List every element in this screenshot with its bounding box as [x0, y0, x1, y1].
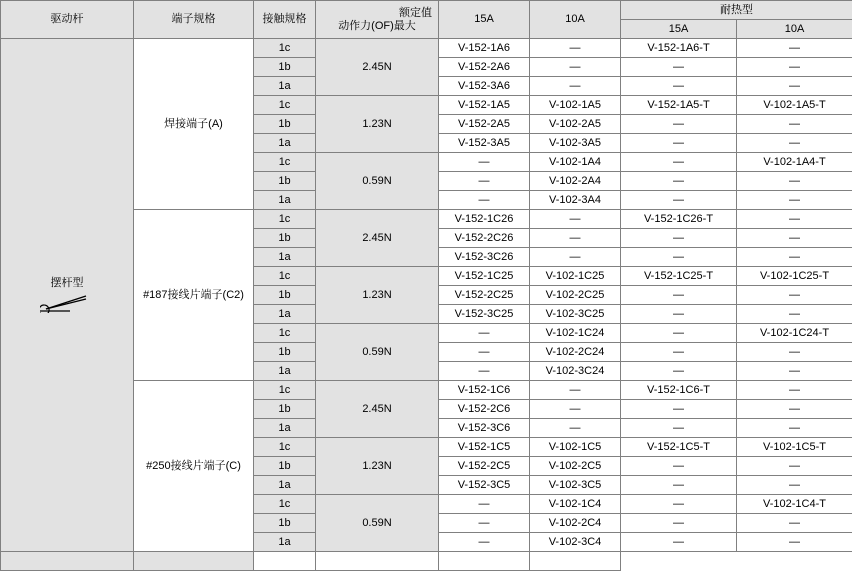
- operating-force-cell: 2.45N: [316, 39, 439, 96]
- model-heat-10a-cell: —: [737, 77, 852, 96]
- contact-spec-cell: 1b: [254, 400, 316, 419]
- model-10a-cell: —: [530, 381, 621, 400]
- model-heat-10a-cell: —: [737, 362, 852, 381]
- model-heat-10a-cell: —: [737, 286, 852, 305]
- model-10a-cell: V-102-2A4: [530, 172, 621, 191]
- contact-spec-cell: 1b: [254, 115, 316, 134]
- model-heat-15a-cell: —: [621, 172, 737, 191]
- model-10a-cell: V-102-1A4: [530, 153, 621, 172]
- table-body: [1, 39, 852, 571]
- model-heat-15a-cell: —: [621, 495, 737, 514]
- model-heat-10a-cell: —: [737, 248, 852, 267]
- model-15a-cell: —: [439, 343, 530, 362]
- model-15a-cell: V-152-1C26: [439, 210, 530, 229]
- model-heat-10a-cell: —: [737, 305, 852, 324]
- model-15a-cell: V-152-2C5: [439, 457, 530, 476]
- model-15a-cell: V-152-1C25: [439, 267, 530, 286]
- model-10a-cell: —: [530, 419, 621, 438]
- contact-spec-cell: 1c: [254, 381, 316, 400]
- model-15a-cell: —: [439, 514, 530, 533]
- model-15a-cell: V-152-3C6: [439, 419, 530, 438]
- model-heat-15a-cell: V-152-1C5-T: [621, 438, 737, 457]
- model-heat-10a-cell: —: [737, 134, 852, 153]
- model-15a-cell: V-152-1A6: [439, 39, 530, 58]
- model-10a-cell: —: [530, 77, 621, 96]
- actuator-cell: [1, 39, 134, 552]
- model-heat-10a-cell: —: [737, 400, 852, 419]
- header-of-line1: 额定值: [316, 7, 438, 20]
- operating-force-cell: 1.23N: [316, 438, 439, 495]
- operating-force-cell: 0.59N: [316, 324, 439, 381]
- model-heat-15a-cell: —: [621, 134, 737, 153]
- model-10a-cell: V-102-3C5: [530, 476, 621, 495]
- contact-spec-cell: 1c: [254, 153, 316, 172]
- table-row-partial: [1, 552, 852, 571]
- model-10a-cell: V-102-3A5: [530, 134, 621, 153]
- model-10a-cell: —: [530, 400, 621, 419]
- model-heat-15a-cell: —: [621, 191, 737, 210]
- operating-force-cell: 0.59N: [316, 495, 439, 552]
- model-heat-10a-cell: —: [737, 457, 852, 476]
- operating-force-cell: 1.23N: [316, 96, 439, 153]
- model-heat-15a-cell: —: [621, 286, 737, 305]
- model-10a-cell: [316, 552, 439, 571]
- contact-spec-cell: 1b: [254, 229, 316, 248]
- header-contact: 接触规格: [254, 1, 316, 39]
- contact-spec-cell: 1b: [254, 457, 316, 476]
- operating-force-cell: 2.45N: [316, 381, 439, 438]
- model-10a-cell: —: [530, 58, 621, 77]
- model-10a-cell: —: [530, 210, 621, 229]
- table-header-row-1: [1, 1, 852, 20]
- model-heat-15a-cell: —: [621, 419, 737, 438]
- model-15a-cell: V-152-2A6: [439, 58, 530, 77]
- header-10a: 10A: [530, 1, 621, 39]
- model-10a-cell: V-102-3C24: [530, 362, 621, 381]
- model-15a-cell: V-152-2C25: [439, 286, 530, 305]
- model-15a-cell: V-152-1A5: [439, 96, 530, 115]
- contact-spec-cell: 1b: [254, 514, 316, 533]
- model-heat-10a-cell: —: [737, 419, 852, 438]
- model-heat-10a-cell: V-102-1A5-T: [737, 96, 852, 115]
- model-heat-10a-cell: —: [737, 533, 852, 552]
- model-heat-15a-cell: —: [621, 400, 737, 419]
- header-terminal: 端子规格: [134, 1, 254, 39]
- contact-spec-cell: 1c: [254, 267, 316, 286]
- model-10a-cell: V-102-1A5: [530, 96, 621, 115]
- model-10a-cell: V-102-1C25: [530, 267, 621, 286]
- model-heat-10a-cell: —: [737, 210, 852, 229]
- operating-force-cell: 0.59N: [316, 153, 439, 210]
- model-heat-10a-cell: —: [737, 476, 852, 495]
- model-heat-10a-cell: —: [737, 514, 852, 533]
- model-10a-cell: V-102-3C4: [530, 533, 621, 552]
- terminal-cell: #250接线片端子(C): [134, 381, 254, 552]
- model-heat-10a-cell: —: [737, 115, 852, 134]
- model-heat-15a-cell: —: [621, 324, 737, 343]
- model-heat-15a-cell: —: [621, 533, 737, 552]
- table-row: [1, 39, 852, 58]
- contact-spec-cell: 1c: [254, 495, 316, 514]
- model-heat-10a-cell: —: [737, 58, 852, 77]
- lever-actuator-icon: [40, 291, 94, 313]
- header-heat-10a: 10A: [737, 20, 852, 39]
- contact-spec-cell: 1a: [254, 248, 316, 267]
- model-heat-10a-cell: V-102-1C4-T: [737, 495, 852, 514]
- contact-spec-cell: 1c: [254, 438, 316, 457]
- contact-spec-cell: 1b: [254, 343, 316, 362]
- model-15a-cell: [254, 552, 316, 571]
- model-10a-cell: —: [530, 248, 621, 267]
- model-15a-cell: —: [439, 533, 530, 552]
- model-15a-cell: V-152-3A6: [439, 77, 530, 96]
- contact-spec-cell: 1b: [254, 58, 316, 77]
- header-of-line2: 动作力(OF)最大: [316, 20, 438, 33]
- model-10a-cell: V-102-1C24: [530, 324, 621, 343]
- model-heat-10a-cell: V-102-1C25-T: [737, 267, 852, 286]
- contact-spec-cell: 1a: [254, 476, 316, 495]
- contact-spec-cell: 1a: [254, 533, 316, 552]
- contact-spec-cell: 1a: [254, 191, 316, 210]
- terminal-cell: 焊接端子(A): [134, 39, 254, 210]
- model-heat-10a-cell: —: [737, 39, 852, 58]
- contact-spec-cell: 1c: [254, 324, 316, 343]
- contact-spec-cell: 1c: [254, 210, 316, 229]
- model-heat-10a-cell: V-102-1C5-T: [737, 438, 852, 457]
- model-heat-15a-cell: —: [621, 362, 737, 381]
- model-10a-cell: V-102-3A4: [530, 191, 621, 210]
- contact-spec-cell: 1b: [254, 172, 316, 191]
- model-heat-15a-cell: —: [621, 229, 737, 248]
- model-heat-10a-cell: —: [737, 191, 852, 210]
- operating-force-cell: 2.45N: [316, 210, 439, 267]
- model-heat-15a-cell: —: [621, 305, 737, 324]
- header-15a: 15A: [439, 1, 530, 39]
- model-15a-cell: V-152-2C26: [439, 229, 530, 248]
- model-15a-cell: V-152-3C5: [439, 476, 530, 495]
- model-heat-15a-cell: —: [621, 343, 737, 362]
- contact-spec-cell: 1b: [254, 286, 316, 305]
- model-heat-15a-cell: —: [621, 476, 737, 495]
- model-15a-cell: V-152-3A5: [439, 134, 530, 153]
- model-heat-15a-cell: —: [621, 457, 737, 476]
- model-heat-10a-cell: —: [737, 343, 852, 362]
- contact-spec-cell: 1a: [254, 419, 316, 438]
- contact-spec-cell: 1a: [254, 77, 316, 96]
- model-15a-cell: —: [439, 495, 530, 514]
- contact-spec-cell: 1a: [254, 134, 316, 153]
- model-15a-cell: V-152-3C26: [439, 248, 530, 267]
- model-heat-10a-cell: V-102-1A4-T: [737, 153, 852, 172]
- operating-force-cell: [134, 552, 254, 571]
- model-heat-15a-cell: —: [621, 248, 737, 267]
- model-15a-cell: V-152-2C6: [439, 400, 530, 419]
- contact-spec-cell: 1a: [254, 305, 316, 324]
- terminal-cell: #187接线片端子(C2): [134, 210, 254, 381]
- model-heat-10a-cell: —: [737, 172, 852, 191]
- header-operating-force: [316, 1, 439, 39]
- model-10a-cell: V-102-1C5: [530, 438, 621, 457]
- model-15a-cell: V-152-3C25: [439, 305, 530, 324]
- header-actuator: 驱动杆: [1, 1, 134, 39]
- header-heat-15a: 15A: [621, 20, 737, 39]
- model-heat-15a-cell: [439, 552, 530, 571]
- model-15a-cell: —: [439, 362, 530, 381]
- model-10a-cell: —: [530, 229, 621, 248]
- model-10a-cell: V-102-2C24: [530, 343, 621, 362]
- model-heat-15a-cell: V-152-1C26-T: [621, 210, 737, 229]
- model-15a-cell: —: [439, 172, 530, 191]
- model-10a-cell: V-102-2C4: [530, 514, 621, 533]
- model-heat-15a-cell: —: [621, 77, 737, 96]
- operating-force-cell: 1.23N: [316, 267, 439, 324]
- contact-spec-cell: [1, 552, 134, 571]
- model-heat-10a-cell: —: [737, 229, 852, 248]
- model-heat-15a-cell: —: [621, 153, 737, 172]
- model-10a-cell: V-102-2C25: [530, 286, 621, 305]
- model-heat-15a-cell: —: [621, 115, 737, 134]
- contact-spec-cell: 1c: [254, 39, 316, 58]
- model-10a-cell: V-102-3C25: [530, 305, 621, 324]
- model-15a-cell: —: [439, 324, 530, 343]
- model-15a-cell: —: [439, 191, 530, 210]
- model-heat-10a-cell: V-102-1C24-T: [737, 324, 852, 343]
- actuator-label: 摆杆型: [51, 277, 84, 290]
- model-15a-cell: V-152-2A5: [439, 115, 530, 134]
- model-10a-cell: V-102-2A5: [530, 115, 621, 134]
- model-15a-cell: V-152-1C6: [439, 381, 530, 400]
- model-10a-cell: —: [530, 39, 621, 58]
- model-heat-15a-cell: V-152-1C25-T: [621, 267, 737, 286]
- model-15a-cell: —: [439, 153, 530, 172]
- model-10a-cell: V-102-2C5: [530, 457, 621, 476]
- model-heat-15a-cell: —: [621, 58, 737, 77]
- header-heat-resistant: 耐热型: [621, 1, 852, 20]
- model-heat-15a-cell: V-152-1C6-T: [621, 381, 737, 400]
- model-15a-cell: V-152-1C5: [439, 438, 530, 457]
- model-heat-15a-cell: V-152-1A6-T: [621, 39, 737, 58]
- model-heat-10a-cell: [530, 552, 621, 571]
- model-10a-cell: V-102-1C4: [530, 495, 621, 514]
- model-heat-15a-cell: V-152-1A5-T: [621, 96, 737, 115]
- model-heat-15a-cell: —: [621, 514, 737, 533]
- model-heat-10a-cell: —: [737, 381, 852, 400]
- contact-spec-cell: 1c: [254, 96, 316, 115]
- contact-spec-cell: 1a: [254, 362, 316, 381]
